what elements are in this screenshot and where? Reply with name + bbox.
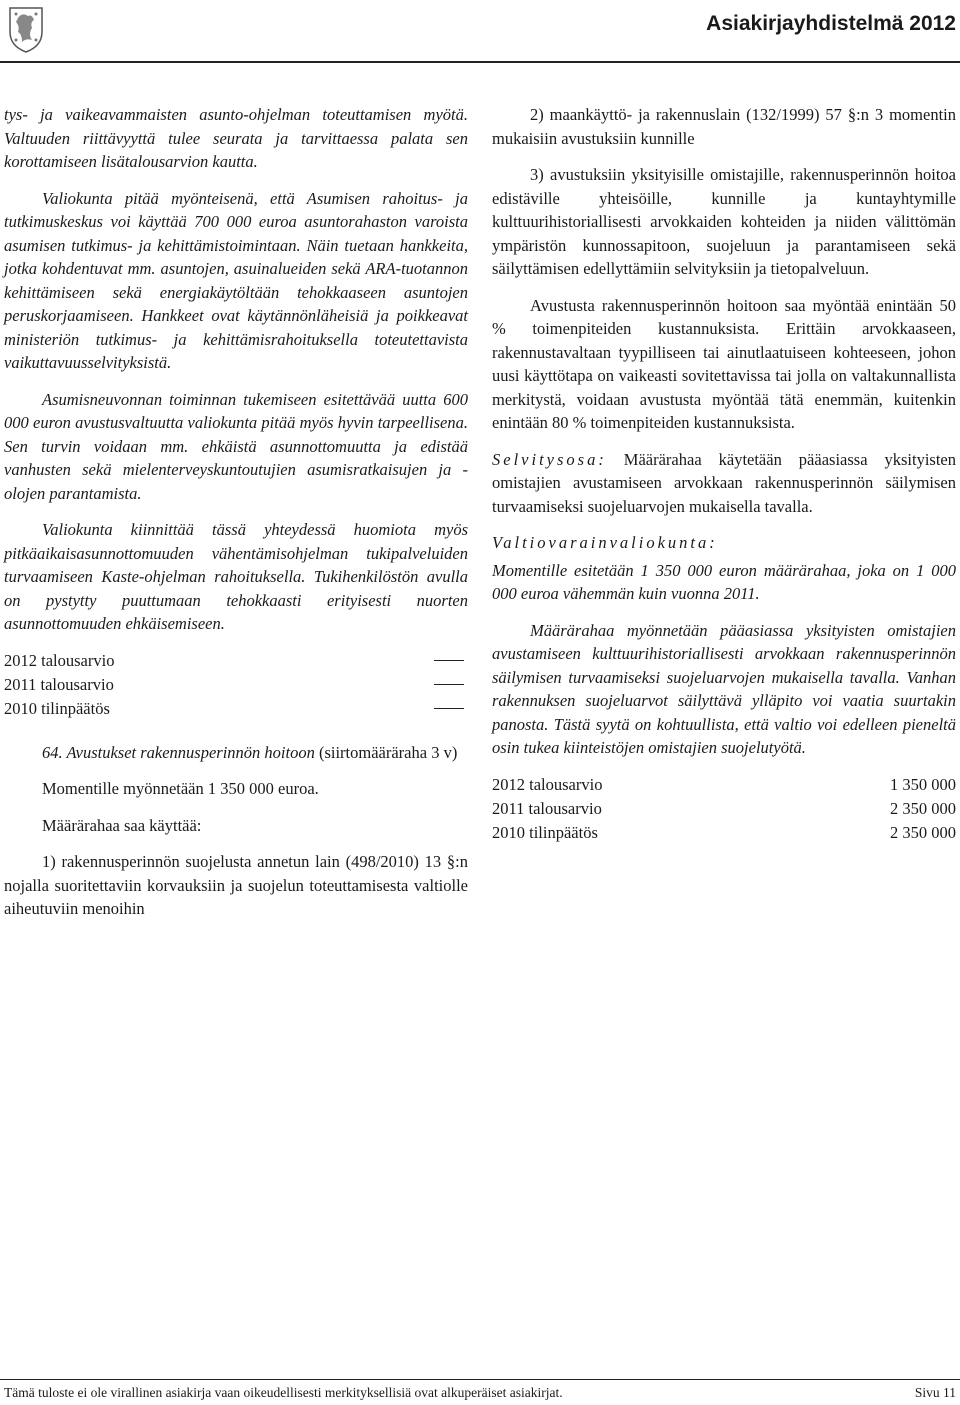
coat-of-arms-icon — [6, 4, 46, 54]
paragraph: 1) rakennusperinnön suojelusta annetun lain (498/2010) 13 §:n nojalla suoritettaviin korvauksiin ja suojelun toteuttamisesta valtiolle aiheutuviin menoihin — [4, 852, 468, 918]
budget-label: 2011 talousarvio — [492, 798, 602, 818]
budget-row — [4, 673, 468, 697]
empty-value-dash — [434, 684, 464, 685]
selvitys-label: Selvitysosa: — [492, 449, 607, 469]
header-divider — [0, 61, 960, 63]
left-column — [4, 103, 468, 934]
paragraph: 2) maankäyttö- ja rakennuslain (132/1999) 57 §:n 3 momentin mukaisiin avustuksiin kunnille — [492, 105, 956, 148]
budget-label: 2010 tilinpäätös — [4, 698, 110, 718]
paragraph: Momentille myönnetään 1 350 000 euroa. — [42, 779, 319, 798]
footer-notice: Tämä tuloste ei ole virallinen asiakirja vaan oikeudellisesti merkityksellisiä ovat alkuperäiset asiakirjat. — [4, 1385, 563, 1400]
paragraph: Määrärahaa saa käyttää: — [42, 815, 202, 835]
budget-table — [492, 773, 956, 845]
selvitys-text: Määrärahaa käytetään pääasiassa yksityisten omistajien avustamiseen arvokkaan rakennusperinnön säilymisen turvaamiseksi suojeluarvojen mukaisella tavalla. — [492, 449, 956, 516]
paragraph: Määrärahaa myönnetään pääasiassa yksityisten omistajien avustamiseen kulttuurihistoriallisesti arvokkaan rakennusperinnön säilymisen turvaamiseksi suojeluarvojen mukaisella tavalla. Vanhan rakennuksen suojeluarvot säilyttävä ylläpito voi vaatia suurtakin panosta. Tästä syytä on kohtuullista, että valtio voi edelleen pieneltä osin tukea kiinteistöjen omistajien suojelutyötä. — [492, 620, 956, 757]
budget-value: 2 350 000 — [890, 798, 956, 818]
page-header — [0, 0, 960, 82]
budget-value: 2 350 000 — [890, 822, 956, 842]
paragraph: Momentille esitetään 1 350 000 euron määrärahaa, joka on 1 000 000 euroa vähemmän kuin vuonna 2011. — [492, 560, 956, 603]
footer-divider — [0, 1379, 960, 1380]
budget-label: 2010 tilinpäätös — [492, 822, 598, 842]
budget-row — [4, 697, 468, 721]
item-heading-suffix: (siirtomääräraha 3 v) — [318, 742, 458, 762]
budget-row — [4, 649, 468, 673]
budget-label: 2012 talousarvio — [492, 774, 603, 794]
selvitys-paragraph — [492, 448, 956, 519]
budget-table — [4, 649, 468, 721]
budget-row — [492, 773, 956, 797]
committee-label: Valtiovarainvaliokunta: — [492, 533, 718, 552]
document-title: Asiakirjayhdistelmä 2012 — [706, 12, 956, 35]
budget-value: 1 350 000 — [890, 774, 956, 794]
page-footer — [4, 1385, 956, 1401]
paragraph: Asumisneuvonnan toiminnan tukemiseen esitettävää uutta 600 000 euron avustusvaltuutta valiokunta pitää myös hyvin tarpeellisena. Sen turvin voidaan mm. ehkäistä asunnottomuutta ja edistää vanhusten sekä mielenterveyskuntoutujien asumisratkaisujen ja -olojen parantamista. — [4, 389, 468, 503]
budget-row — [492, 797, 956, 821]
paragraph: Avustusta rakennusperinnön hoitoon saa myöntää enintään 50 % toimenpiteiden kustannuksista. Erittäin arvokkaaseen, rakennustavaltaan tyypilliseen tai ainutlaatuiseen kohteeseen, johon uusi käyttötapa on vaikeasti sovitettavissa tai jolla on valtakunnallista merkitystä, voidaan avustusta myöntää tätä enemmän, kuitenkin enintään 80 % toimenpiteiden kustannuksista. — [492, 295, 956, 432]
paragraph: 3) avustuksiin yksityisille omistajille, rakennusperinnön hoitoa edistäville yhteisöille, kunnille ja kuntayhtymille kulttuurihistoriallisesti arvokkaiden kohteiden ja niiden välittömän ympäristön kunnossapitoon, suojeluun ja parantamiseen sekä säilyttämisen edellyttämiin selvityksiin ja tietopalveluun. — [492, 165, 956, 278]
item-heading-title: 64. Avustukset rakennusperinnön hoitoon — [42, 742, 315, 762]
empty-value-dash — [434, 708, 464, 709]
paragraph: Valiokunta pitää myönteisenä, että Asumisen rahoitus- ja tutkimuskeskus voi käyttää 700 000 euroa asuntorahaston varoista asumisen tutkimus- ja kehittämistoimintaan. Näin tuetaan hankkeita, jotka kohdentuvat mm. asuntojen, asuinalueiden sekä ARA-tuotannon kehittämiseen sekä energiakäytöltään tehokkaaseen asuntojen peruskorjaamiseen. Hankkeet ovat käytännönläheisiä ja poikkeavat ministeriön tutkimus- ja kehittämisrahoituksella toteutettavista vaikuttavuusselvityksistä. — [4, 188, 468, 372]
budget-label: 2011 talousarvio — [4, 674, 114, 694]
item-heading — [4, 741, 468, 765]
empty-value-dash — [434, 660, 464, 661]
budget-row — [492, 821, 956, 845]
right-column — [492, 103, 956, 865]
budget-label: 2012 talousarvio — [4, 650, 115, 670]
page-number: Sivu 11 — [914, 1385, 956, 1400]
paragraph: tys- ja vaikeavammaisten asunto-ohjelman toteuttamisen myötä. Valtuuden riittävyyttä tulee seurata ja tarvittaessa palata sen korottamiseen lisätalousarvion kautta. — [4, 105, 468, 171]
paragraph: Valiokunta kiinnittää tässä yhteydessä huomiota myös pitkäaikaisasunnottomuuden vähentämisohjelman tukipalveluiden turvaamiseen Kaste-ohjelman rahoituksella. Tukihenkilöstön avulla on pystytty puuttumaan tehokkaasti erityisesti nuorten asunnottomuuden ehkäisemiseen. — [4, 520, 468, 633]
